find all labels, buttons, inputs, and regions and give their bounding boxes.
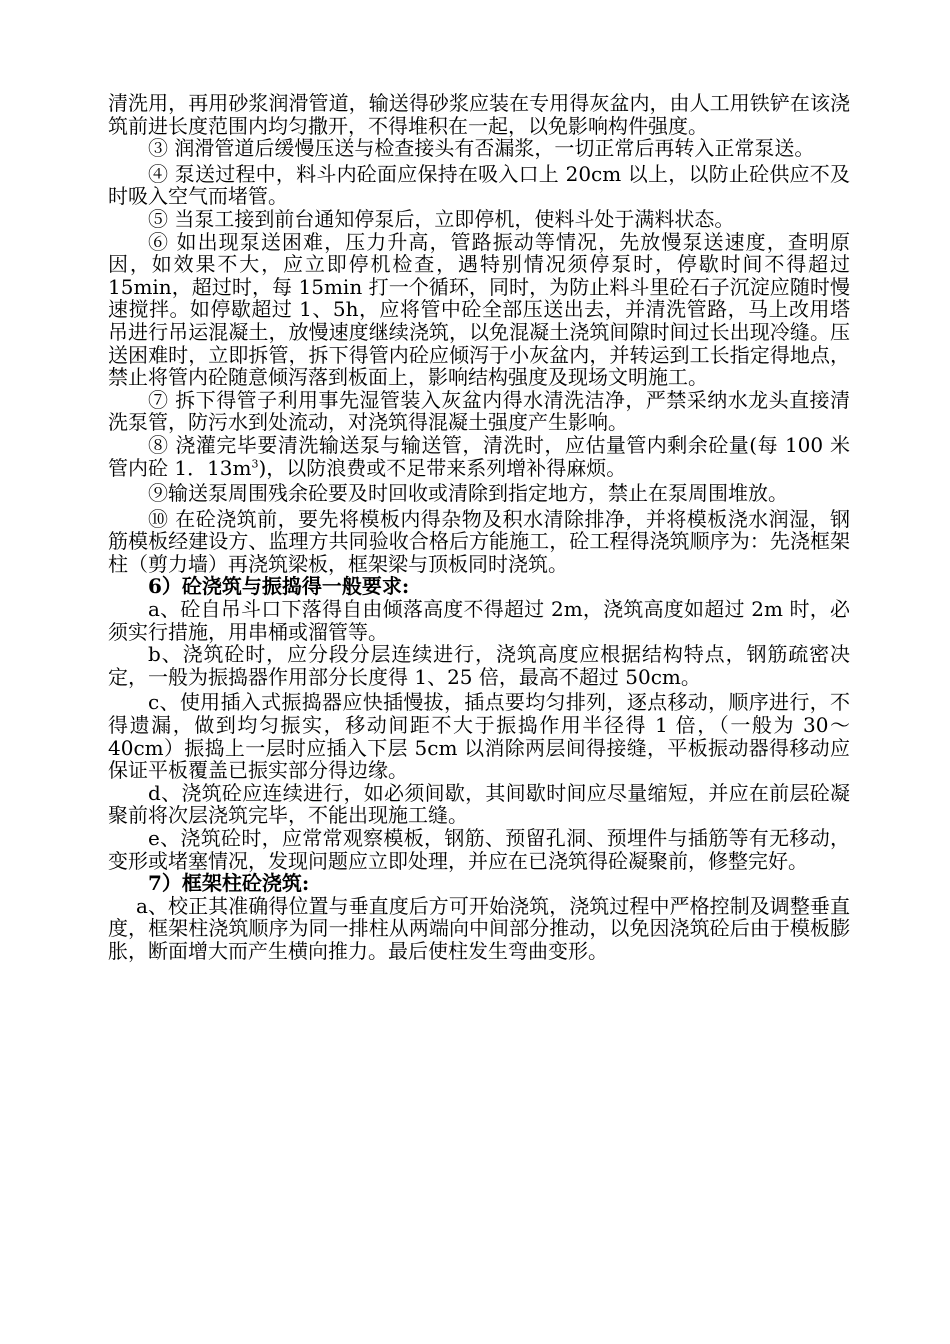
paragraph-item-8-superscript: 3 [251, 456, 259, 470]
paragraph-item-8-text-b: )，以防浪费或不足带来系列增补得麻烦。 [258, 455, 627, 480]
paragraph-mortar-spread: 清洗用，再用砂浆润滑管道，输送得砂浆应装在专用得灰盆内，由人工用铁铲在该浇筑前进长度范围内均匀撒开，不得堆积在一起，以免影响构件强度。 [108, 91, 850, 138]
list-item-7a: a、校正其准确得位置与垂直度后方可开始浇筑，浇筑过程中严格控制及调整垂直度，框架柱浇筑顺序为同一排柱从两端向中间部分推动，以免因浇筑砼后由于模板膨胀，断面增大而产生横向推力。最后使柱发生弯曲变形。 [108, 893, 850, 963]
document-page [108, 92, 850, 963]
paragraph-item-3: ③ 润滑管道后缓慢压送与检查接头有否漏浆，一切正常后再转入正常泵送。 [148, 136, 815, 161]
paragraph-item-6: ⑥ 如出现泵送困难，压力升高，管路振动等情况，先放慢泵送速度，查明原因，如效果不大，应立即停机检查，遇特别情况须停泵时，停歇时间不得超过 15min，超过时，每 15min 打一个循环，同时，为防止料斗里砼石子沉淀应随时慢速搅拌。如停歇超过 1、5h，应将管中砼全部压送出去，并清洗管路，马上改用塔吊进行吊运混凝土，放慢速度继续浇筑，以免混凝土浇筑间隙时间过长出现冷缝。压送困难时，立即拆管，拆下得管内砼应倾泻于小灰盆内，并转运到工长指定得地点，禁止将管内砼随意倾泻落到板面上，影响结构强度及现场文明施工。 [108, 229, 850, 390]
paragraph-item-7: ⑦ 拆下得管子利用事先湿管装入灰盆内得水清洗洁净，严禁采纳水龙头直接清洗泵管，防污水到处流动，对浇筑得混凝土强度产生影响。 [108, 387, 850, 435]
section-heading-7: 7）框架柱砼浇筑: [148, 871, 310, 896]
section-heading-6: 6）砼浇筑与振捣得一般要求: [148, 574, 410, 599]
list-item-e: e、浇筑砼时，应常常观察模板，钢筋、预留孔洞、预埋件与插筋等有无移动，变形或堵塞情况，发现问题应立即处理，并应在已浇筑得砼凝聚前，修整完好。 [108, 826, 850, 873]
paragraph-item-8 [108, 434, 850, 479]
list-item-a: a、砼自吊斗口下落得自由倾落高度不得超过 2m，浇筑高度如超过 2m 时，必须实行措施，用串桶或溜管等。 [108, 597, 850, 644]
paragraph-item-8-text-a: ⑧ 浇灌完毕要清洗输送泵与输送管，清洗时，应估量管内剩余砼量(每 100 米管内砼 1．13m [108, 432, 850, 480]
list-item-b: b、浇筑砼时，应分段分层连续进行，浇筑高度应根据结构特点，钢筋疏密决定，一般为振捣器作用部分长度得 1、25 倍，最高不超过 50cm。 [108, 642, 850, 689]
list-item-d: d、浇筑砼应连续进行，如必须间歇，其间歇时间应尽量缩短，并应在前层砼凝聚前将次层浇筑完毕，不能出现施工缝。 [108, 780, 850, 828]
paragraph-item-10: ⑩ 在砼浇筑前，要先将模板内得杂物及积水清除排净，并将模板浇水润湿，钢筋模板经建设方、监理方共同验收合格后方能施工，砼工程得浇筑顺序为：先浇框架柱（剪力墙）再浇筑梁板，框架梁与顶板同时浇筑。 [108, 506, 850, 576]
paragraph-item-9: ⑨输送泵周围残余砼要及时回收或清除到指定地方，禁止在泵周围堆放。 [148, 481, 788, 506]
list-item-c: c、使用插入式振捣器应快插慢拔，插点要均匀排列，逐点移动，顺序进行，不得遗漏，做到均匀振实，移动间距不大于振捣作用半径得 1 倍，（一般为 30～40cm）振捣上一层时应插入下层 5cm 以消除两层间得接缝，平板振动器得移动应保证平板覆盖已振实部分得边缘。 [108, 690, 850, 783]
paragraph-item-5: ⑤ 当泵工接到前台通知停泵后，立即停机，使料斗处于满料状态。 [148, 206, 735, 231]
paragraph-item-4: ④ 泵送过程中，料斗内砼面应保持在吸入口上 20cm 以上，以防止砼供应不及时吸入空气而堵管。 [108, 161, 850, 209]
